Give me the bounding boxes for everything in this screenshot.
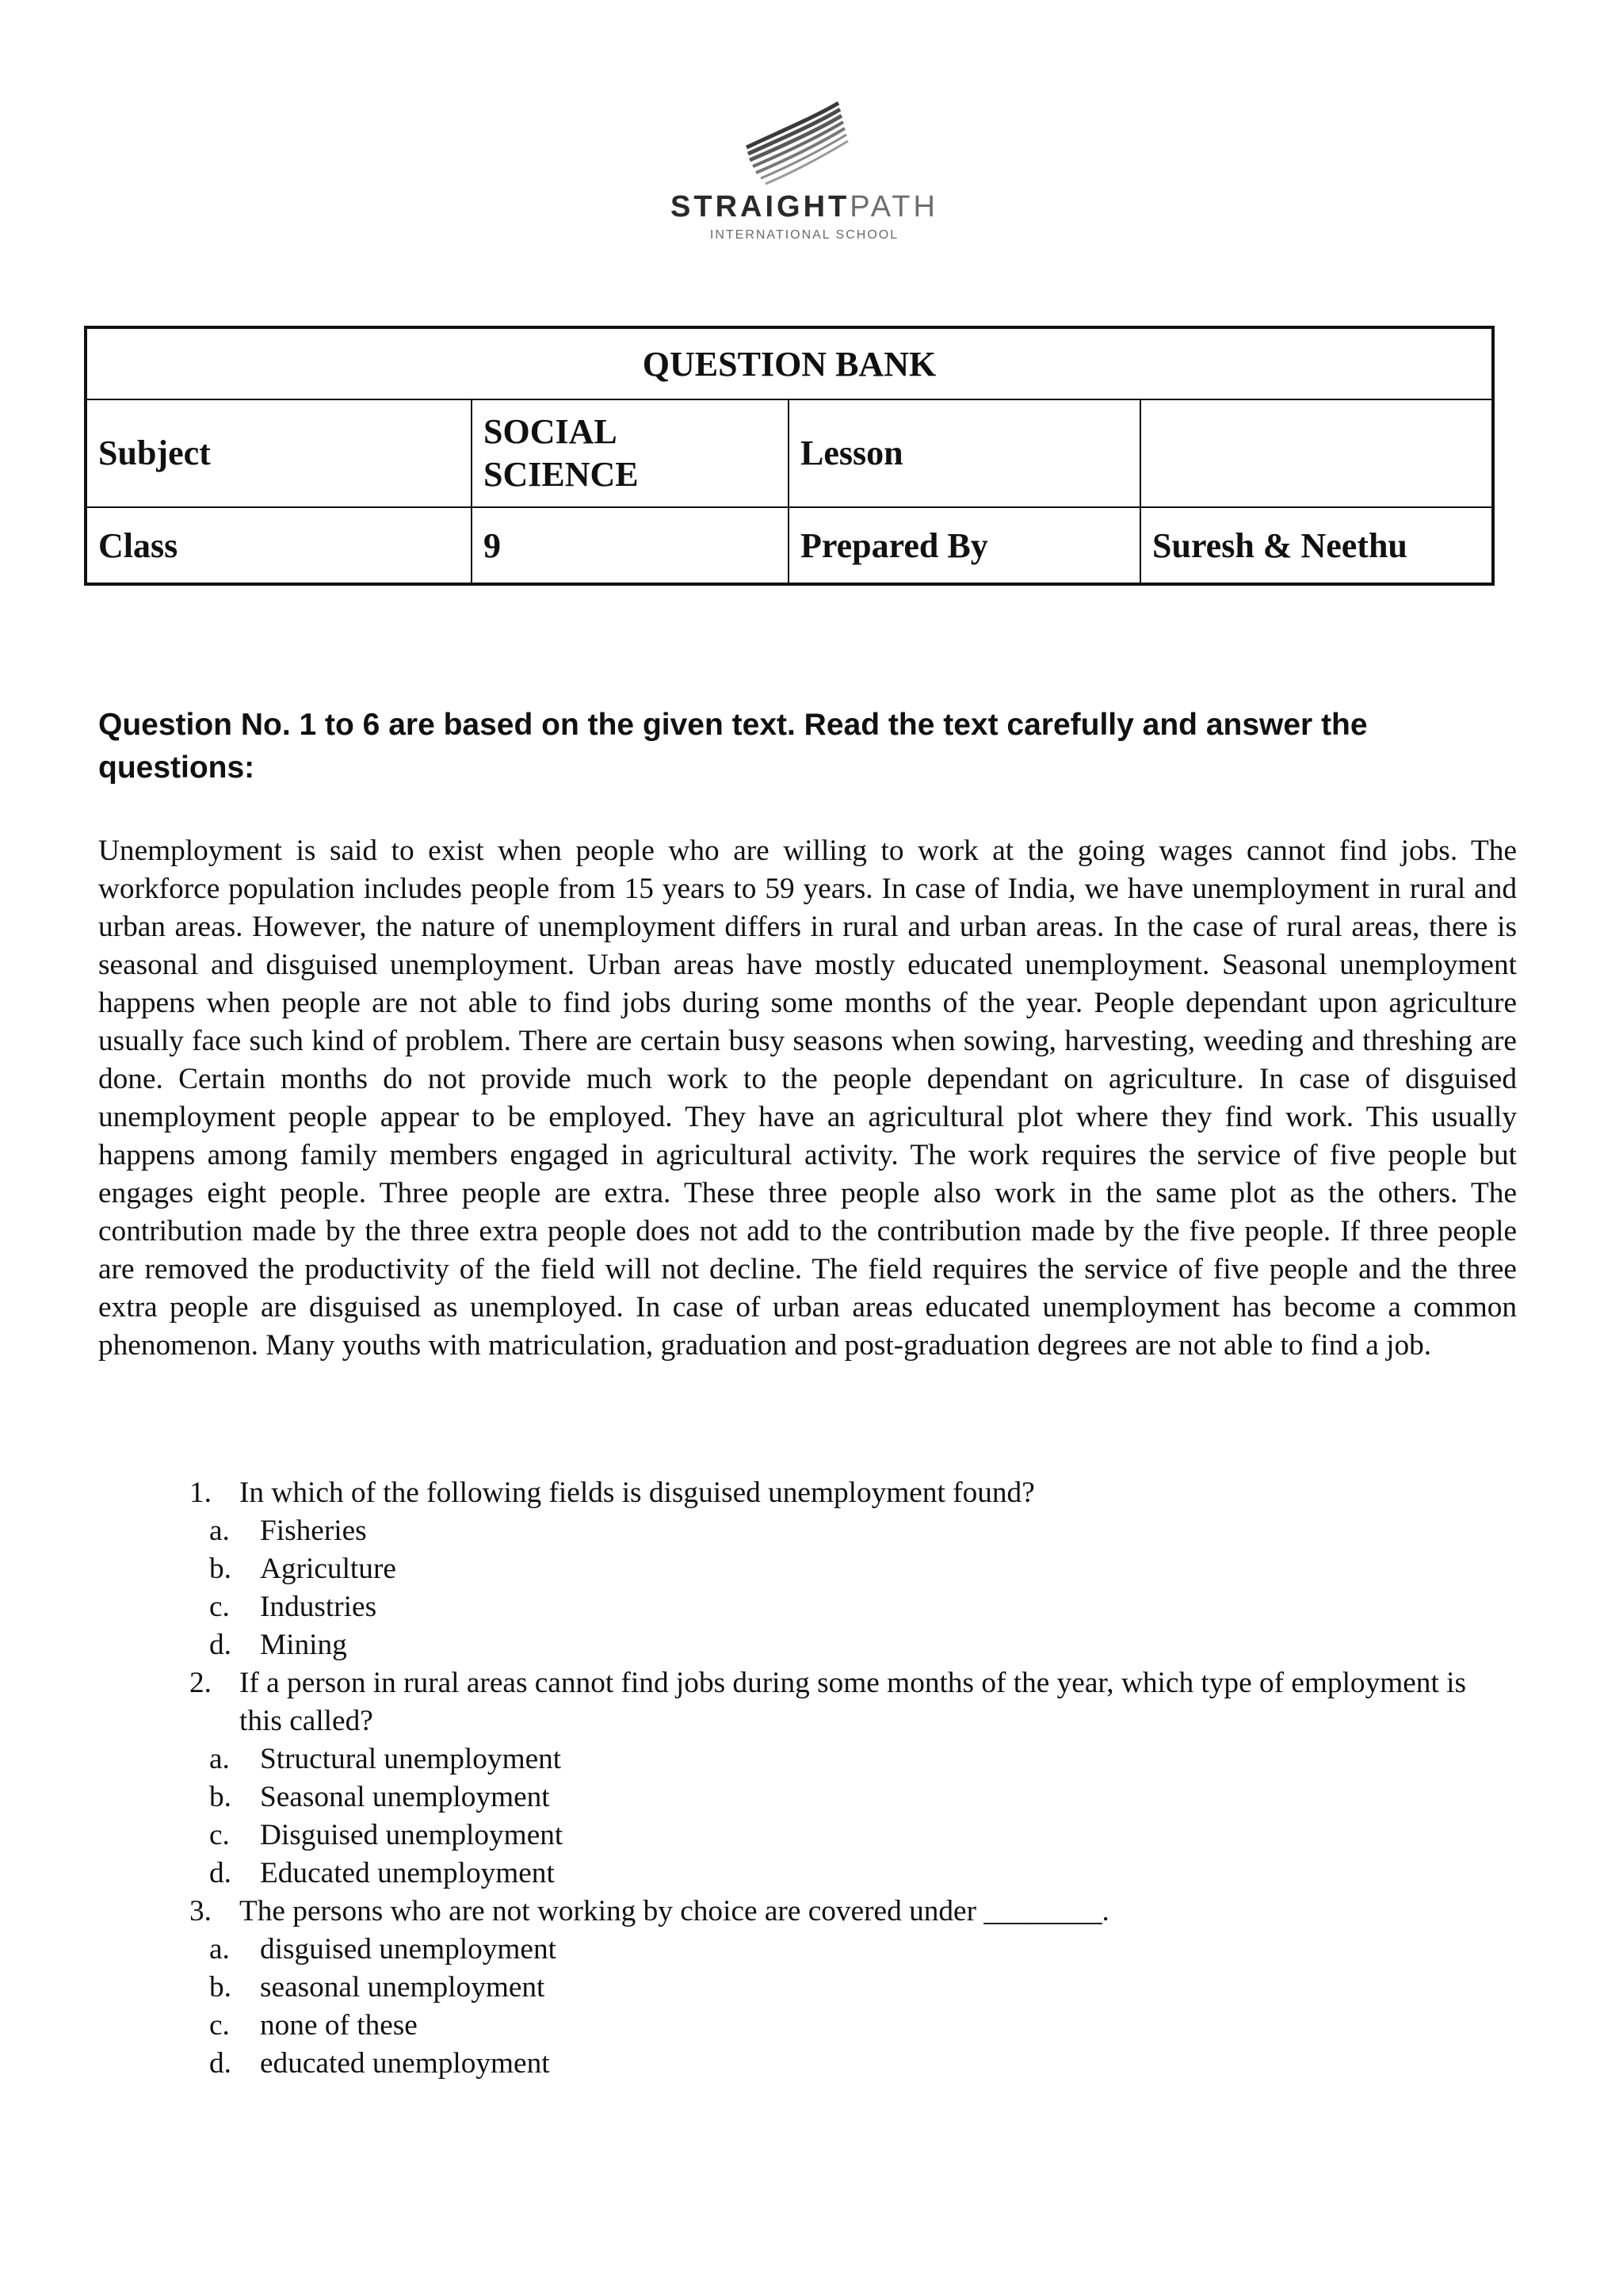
option-text: Fisheries: [260, 1515, 367, 1547]
subject-label: Subject: [86, 399, 472, 507]
option-letter: c.: [209, 2009, 230, 2042]
answer-option: [98, 1550, 1477, 1588]
school-logo: [634, 101, 975, 252]
option-letter: b.: [209, 1781, 231, 1813]
option-text: educated unemployment: [260, 2047, 550, 2080]
question-text: If a person in rural areas cannot find jobs during some months of the year, which type of employment is this called?: [239, 1667, 1467, 1737]
answer-option: [98, 1588, 1477, 1626]
question-text: In which of the following fields is disguised unemployment found?: [239, 1477, 1035, 1509]
option-text: Agriculture: [260, 1553, 396, 1585]
option-text: none of these: [260, 2009, 418, 2042]
option-text: Mining: [260, 1629, 347, 1661]
lesson-value: [1140, 399, 1493, 507]
school-tagline: INTERNATIONAL SCHOOL: [709, 228, 899, 242]
reading-passage: Unemployment is said to exist when people who are willing to work at the going wages cannot find jobs. The workforce population includes people from 15 years to 59 years. In case of India, we have unemployment in rural and urban areas. However, the nature of unemployment differs in rural and urban areas. In the case of rural areas, there is seasonal and disguised unemployment. Urban areas have mostly educated unemployment. Seasonal unemployment happens when people are not able to find jobs during some months of the year. People dependant upon agriculture usually face such kind of problem. There are certain busy seasons when sowing, harvesting, weeding and threshing are done. Certain months do not provide much work to the people dependant on agriculture. In case of disguised unemployment people appear to be employed. They have an agricultural plot where they find work. This usually happens among family members engaged in agricultural activity. The work requires the service of five people but engages eight people. Three people are extra. These three people also work in the same plot as the others. The contribution made by the three extra people does not add to the contribution made by the five people. If three people are removed the productivity of the field will not decline. The field requires the service of five people and the three extra people are disguised as unemployed. In case of urban areas educated unemployment has become a common phenomenon. Many youths with matriculation, graduation and post-graduation degrees are not able to find a job.: [98, 835, 1517, 1362]
answer-option: [98, 1969, 1477, 2007]
question-text: The persons who are not working by choice are covered under ________.: [239, 1895, 1109, 1927]
option-letter: a.: [209, 1933, 230, 1966]
answer-option: [98, 2045, 1477, 2083]
question-number: 3.: [189, 1895, 212, 1927]
answer-option: [98, 2007, 1477, 2045]
class-label: Class: [86, 507, 472, 584]
option-letter: d.: [209, 1857, 231, 1889]
question-item: [98, 1474, 1477, 1664]
option-text: seasonal unemployment: [260, 1971, 545, 2004]
question-number: 1.: [189, 1477, 212, 1509]
subject-value: SOCIAL SCIENCE: [472, 399, 789, 507]
option-text: Disguised unemployment: [260, 1819, 563, 1851]
question-number: 2.: [189, 1667, 212, 1699]
answer-option: [98, 1778, 1477, 1817]
option-text: Educated unemployment: [260, 1857, 555, 1889]
option-text: disguised unemployment: [260, 1933, 556, 1966]
option-letter: c.: [209, 1591, 230, 1623]
option-letter: b.: [209, 1971, 231, 2004]
option-text: Seasonal unemployment: [260, 1781, 550, 1813]
option-letter: a.: [209, 1743, 230, 1775]
option-letter: c.: [209, 1819, 230, 1851]
option-letter: a.: [209, 1515, 230, 1547]
prepared-by-value: Suresh & Neethu: [1140, 507, 1493, 584]
swoosh-icon: [745, 101, 856, 189]
school-name-bold: STRAIGHT: [670, 190, 850, 223]
lesson-label: Lesson: [789, 399, 1140, 507]
answer-option: [98, 1855, 1477, 1893]
option-letter: d.: [209, 1629, 231, 1661]
class-value: 9: [472, 507, 789, 584]
question-bank-header-table: [84, 326, 1495, 586]
option-text: Industries: [260, 1591, 377, 1623]
prepared-by-label: Prepared By: [789, 507, 1140, 584]
answer-option: [98, 1817, 1477, 1855]
answer-option: [98, 1740, 1477, 1778]
answer-option: [98, 1931, 1477, 1969]
school-name: [634, 190, 975, 224]
question-item: [98, 1664, 1477, 1893]
option-text: Structural unemployment: [260, 1743, 562, 1775]
question-item: [98, 1893, 1477, 2083]
table-title: QUESTION BANK: [86, 327, 1493, 399]
school-name-light: PATH: [850, 190, 938, 223]
instruction-heading: Question No. 1 to 6 are based on the given text. Read the text carefully and answer the questions:: [98, 708, 1368, 785]
question-list: [98, 1474, 1477, 2083]
option-letter: d.: [209, 2047, 231, 2080]
answer-option: [98, 1512, 1477, 1550]
option-letter: b.: [209, 1553, 231, 1585]
answer-option: [98, 1626, 1477, 1664]
